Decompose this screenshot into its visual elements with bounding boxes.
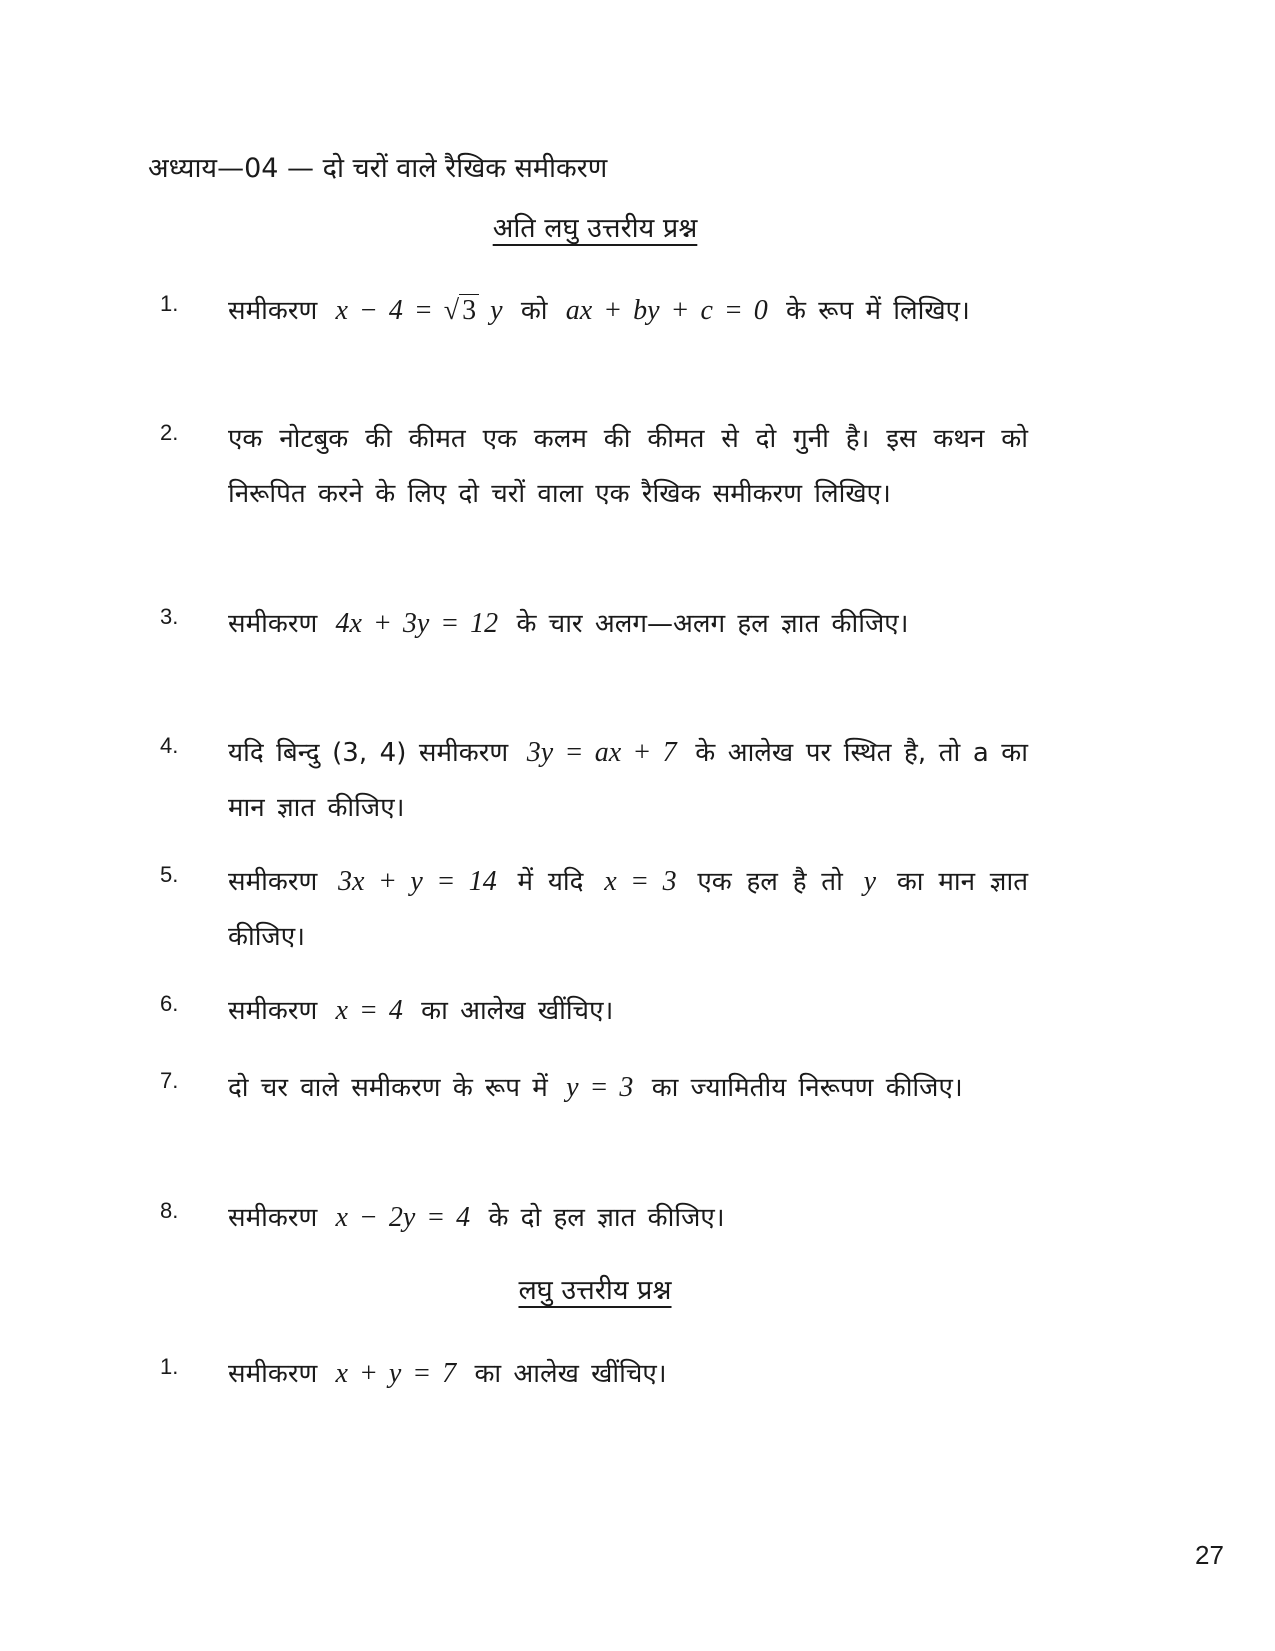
math-expression: 3x + y = 14 xyxy=(338,866,497,897)
math-expression: y xyxy=(863,866,877,897)
math-expression: x − 2y = 4 xyxy=(335,1202,471,1233)
question-text: समीकरण 3x + y = 14 में यदि x = 3 एक हल है तो y का मान ज्ञात कीजिए। xyxy=(228,866,1029,952)
section-title-very-short: अति लघु उत्तरीय प्रश्न xyxy=(492,213,698,244)
math-expression: 4x + 3y = 12 xyxy=(335,608,499,639)
question-number: 2. xyxy=(160,420,179,445)
question-number: 6. xyxy=(160,991,179,1016)
question-text: समीकरण x + y = 7 का आलेख खींचिए। xyxy=(228,1358,667,1389)
math-expression: x − 4 = √ 3 y xyxy=(330,295,509,326)
question-number: 3. xyxy=(160,604,179,629)
question-number: 1. xyxy=(160,1354,179,1379)
math-expression: 3y = ax + 7 xyxy=(526,737,677,768)
question-text: समीकरण 4x + 3y = 12 के चार अलग—अलग हल ज्ञात कीजिए। xyxy=(228,608,909,639)
question-number: 5. xyxy=(160,862,179,887)
question-text: समीकरण x − 2y = 4 के दो हल ज्ञात कीजिए। xyxy=(228,1202,725,1233)
section-title-short: लघु उत्तरीय प्रश्न xyxy=(518,1275,672,1306)
question-number: 7. xyxy=(160,1068,179,1093)
math-expression: ax + by + c = 0 xyxy=(565,295,768,326)
question-text: एक नोटबुक की कीमत एक कलम की कीमत से दो गुनी है। इस कथन को निरूपित करने के लिए दो चरों वाला एक रैखिक समीकरण लिखिए। xyxy=(228,424,1028,509)
page-number: 27 xyxy=(1195,1540,1224,1570)
square-root: √ 3 xyxy=(444,283,479,338)
question-number: 8. xyxy=(160,1198,179,1223)
math-expression: x + y = 7 xyxy=(335,1358,457,1389)
question-number: 4. xyxy=(160,733,179,758)
question-text: यदि बिन्दु (3, 4) समीकरण 3y = ax + 7 के आलेख पर स्थित है, तो a का मान ज्ञात कीजिए। xyxy=(228,737,1029,823)
math-expression: x = 4 xyxy=(335,995,403,1026)
question-number: 1. xyxy=(160,291,179,316)
question-text: समीकरण x − 4 = √ 3 y को ax + by + c = 0 के रूप में लिखिए। xyxy=(228,283,1028,339)
question-text: दो चर वाले समीकरण के रूप में y = 3 का ज्यामितीय निरूपण कीजिए। xyxy=(228,1072,963,1103)
question-text: समीकरण x = 4 का आलेख खींचिए। xyxy=(228,995,614,1026)
chapter-title: अध्याय—04 — दो चरों वाले रैखिक समीकरण xyxy=(148,153,608,184)
math-expression: y = 3 xyxy=(566,1072,634,1103)
math-expression: x = 3 xyxy=(604,866,677,897)
